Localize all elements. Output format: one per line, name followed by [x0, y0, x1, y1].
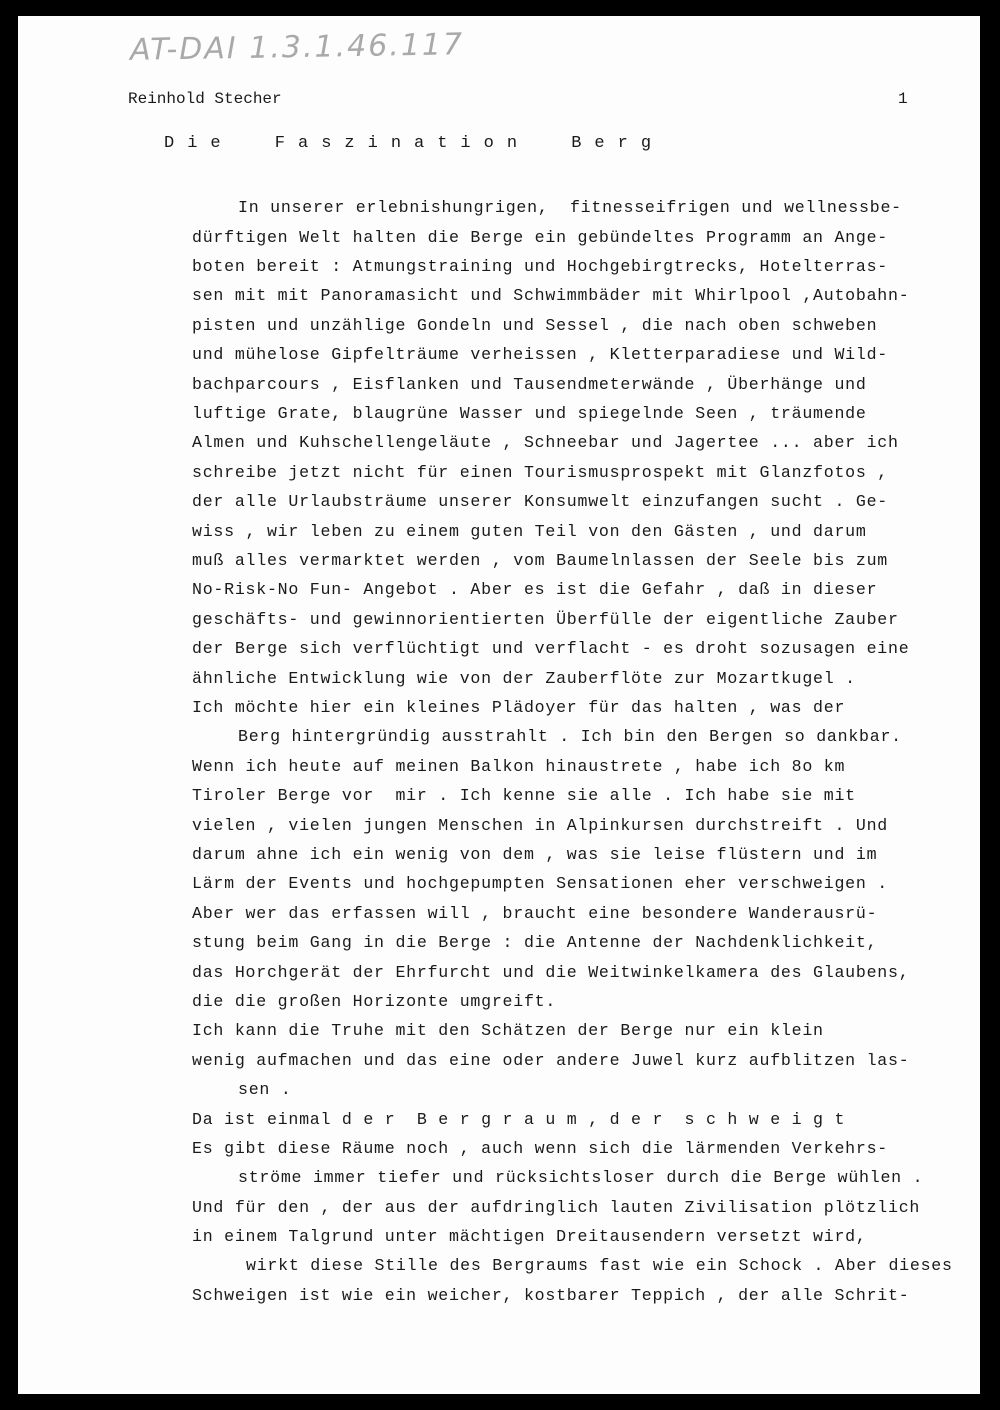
- document-title: Die Faszination Berg: [164, 134, 665, 153]
- text-line: ähnliche Entwicklung wie von der Zauberflöte zur Mozartkugel .: [192, 669, 856, 688]
- text-line: In unserer erlebnishungrigen, fitnesseifrigen und wellnessbe-: [238, 198, 902, 217]
- text-line: Da ist einmal d e r B e r g r a u m , d e r s c h w e i g t: [192, 1110, 846, 1129]
- text-line: Wenn ich heute auf meinen Balkon hinaustrete , habe ich 8o km: [192, 757, 846, 776]
- text-line: Ich kann die Truhe mit den Schätzen der Berge nur ein klein: [192, 1021, 824, 1040]
- text-line: wiss , wir leben zu einem guten Teil von den Gästen , und darum: [192, 522, 867, 541]
- text-line: darum ahne ich ein wenig von dem , was sie leise flüstern und im: [192, 845, 878, 864]
- text-line: stung beim Gang in die Berge : die Antenne der Nachdenklichkeit,: [192, 933, 878, 952]
- text-line: No-Risk-No Fun- Angebot . Aber es ist die Gefahr , daß in dieser: [192, 580, 878, 599]
- text-line: das Horchgerät der Ehrfurcht und die Weitwinkelkamera des Glaubens,: [192, 963, 910, 982]
- text-line: muß alles vermarktet werden , vom Baumelnlassen der Seele bis zum: [192, 551, 889, 570]
- text-line: in einem Talgrund unter mächtigen Dreitausendern versetzt wird,: [192, 1227, 867, 1246]
- text-line: Es gibt diese Räume noch , auch wenn sich die lärmenden Verkehrs-: [192, 1139, 889, 1158]
- text-line: luftige Grate, blaugrüne Wasser und spiegelnde Seen , träumende: [192, 404, 867, 423]
- text-line: wirkt diese Stille des Bergraums fast wie ein Schock . Aber dieses: [246, 1256, 953, 1275]
- text-line: Und für den , der aus der aufdringlich lauten Zivilisation plötzlich: [192, 1198, 921, 1217]
- text-line: ströme immer tiefer und rücksichtsloser durch die Berge wühlen .: [238, 1168, 924, 1187]
- text-line: wenig aufmachen und das eine oder andere Juwel kurz aufblitzen las-: [192, 1051, 910, 1070]
- page-number: 1: [898, 90, 908, 108]
- text-line: Tiroler Berge vor mir . Ich kenne sie alle . Ich habe sie mit: [192, 786, 856, 805]
- text-line: der Berge sich verflüchtigt und verflacht - es droht sozusagen eine: [192, 639, 910, 658]
- text-line: pisten und unzählige Gondeln und Sessel , die nach oben schweben: [192, 316, 878, 335]
- text-line: sen mit mit Panoramasicht und Schwimmbäder mit Whirlpool ,Autobahn-: [192, 286, 910, 305]
- text-line: die die großen Horizonte umgreift.: [192, 992, 557, 1011]
- text-line: bachparcours , Eisflanken und Tausendmeterwände , Überhänge und: [192, 375, 867, 394]
- text-line: schreibe jetzt nicht für einen Tourismusprospekt mit Glanzfotos ,: [192, 463, 889, 482]
- text-line: der alle Urlaubsträume unserer Konsumwelt einzufangen sucht . Ge-: [192, 492, 889, 511]
- text-line: vielen , vielen jungen Menschen in Alpinkursen durchstreift . Und: [192, 816, 889, 835]
- author-name: Reinhold Stecher: [128, 90, 282, 108]
- document-page: [18, 16, 980, 1394]
- text-line: sen .: [238, 1080, 292, 1099]
- text-line: Ich möchte hier ein kleines Plädoyer für das halten , was der: [192, 698, 846, 717]
- text-line: dürftigen Welt halten die Berge ein gebündeltes Programm an Ange-: [192, 228, 889, 247]
- text-line: Almen und Kuhschellengeläute , Schneebar und Jagertee ... aber ich: [192, 433, 899, 452]
- text-line: Berg hintergründig ausstrahlt . Ich bin den Bergen so dankbar.: [238, 727, 902, 746]
- text-line: geschäfts- und gewinnorientierten Überfülle der eigentliche Zauber: [192, 610, 899, 629]
- text-line: Aber wer das erfassen will , braucht eine besondere Wanderausrü-: [192, 904, 878, 923]
- text-line: Lärm der Events und hochgepumpten Sensationen eher verschweigen .: [192, 874, 889, 893]
- text-line: und mühelose Gipfelträume verheissen , Kletterparadiese und Wild-: [192, 345, 889, 364]
- text-line: boten bereit : Atmungstraining und Hochgebirgtrecks, Hotelterras-: [192, 257, 889, 276]
- archive-reference-handwritten: AT-DAI 1.3.1.46.117: [129, 27, 465, 68]
- text-line: Schweigen ist wie ein weicher, kostbarer Teppich , der alle Schrit-: [192, 1286, 910, 1305]
